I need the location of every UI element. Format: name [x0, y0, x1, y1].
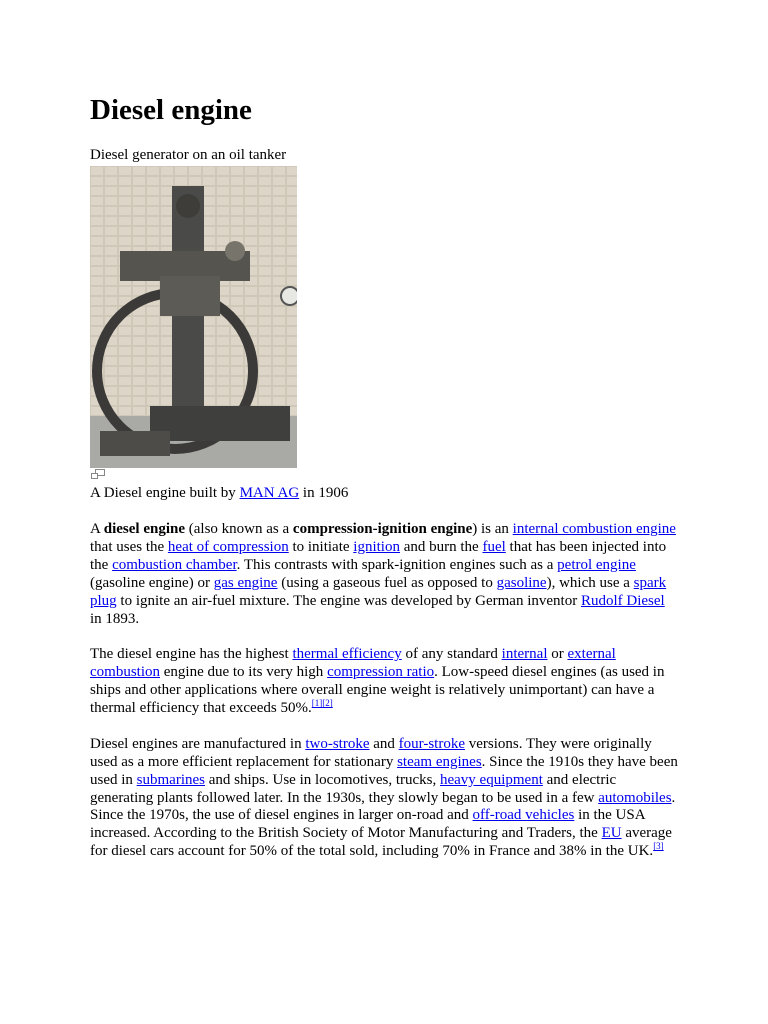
text: (gasoline engine) or: [90, 574, 214, 591]
text: (also known as a: [185, 521, 293, 537]
link-rudolf-diesel[interactable]: Rudolf Diesel: [580, 592, 665, 609]
text: in 1893.: [90, 610, 140, 627]
link-compression-ratio[interactable]: compression ratio: [327, 664, 435, 681]
link-man-ag[interactable]: MAN AG: [239, 485, 300, 501]
link-steam-engines[interactable]: steam engines: [397, 753, 482, 770]
paragraph-2: [90, 646, 680, 718]
link-thermal-efficiency[interactable]: thermal efficiency: [292, 646, 402, 663]
link-internal[interactable]: internal: [501, 646, 548, 663]
text: and ships. Use in locomotives, trucks,: [205, 771, 440, 788]
citation: [312, 698, 323, 708]
citation-link[interactable]: [3]: [653, 841, 664, 852]
diesel-engine-photo: [90, 166, 297, 468]
text: ) is an: [472, 521, 513, 537]
text: average for diesel cars account for 50% of the total sold, including 70% in France and 38% in the UK.: [90, 825, 672, 860]
text: and: [369, 735, 399, 752]
link-heavy-equipment[interactable]: heavy equipment: [439, 771, 543, 788]
text: engine due to its very high: [160, 664, 328, 681]
text: and burn the: [399, 538, 483, 555]
link-gasoline[interactable]: gasoline: [496, 574, 547, 591]
text: (using a gaseous fuel as opposed to: [277, 574, 497, 591]
link-two-stroke[interactable]: two-stroke: [305, 735, 370, 752]
bold-term: compression-ignition engine: [292, 521, 473, 537]
text: . This contrasts with spark-ignition engines such as a: [236, 556, 558, 573]
text: . Low-speed diesel engines (as used in ships and other applications where overall engine weight is relatively unimportant) can have a thermal efficiency that exceeds 50%.: [90, 664, 665, 717]
text: and electric generating plants followed later. In the 1930s, they slowly began to be used in a few: [90, 771, 617, 806]
text: to initiate: [288, 538, 354, 555]
paragraph-3: [90, 736, 680, 861]
broken-image-icon: [91, 469, 105, 479]
article-body: [90, 521, 680, 879]
link-submarines[interactable]: submarines: [136, 771, 205, 788]
text: of any standard: [401, 646, 502, 663]
citation-link[interactable]: [1]: [311, 698, 323, 709]
link-fuel[interactable]: fuel: [482, 538, 506, 555]
citation-link[interactable]: [2]: [322, 698, 333, 709]
link-automobiles[interactable]: automobiles: [598, 789, 672, 806]
citation: [653, 841, 664, 851]
link-internal-combustion-engine[interactable]: internal combustion engine: [512, 521, 676, 537]
paragraph-1: [90, 521, 680, 628]
link-spark-plug[interactable]: spark plug: [90, 574, 667, 609]
image-caption-top: Diesel generator on an oil tanker: [90, 147, 287, 163]
citation: [322, 698, 333, 708]
text: A: [90, 521, 104, 537]
text: The diesel engine has the highest: [90, 646, 293, 663]
link-gas-engine[interactable]: gas engine: [213, 574, 278, 591]
link-petrol-engine[interactable]: petrol engine: [557, 556, 636, 573]
image-caption-bottom: [90, 485, 348, 502]
text: versions. They were originally used as a more efficient replacement for stationary: [90, 735, 652, 770]
link-external-combustion[interactable]: external combustion: [90, 646, 616, 681]
link-ignition[interactable]: ignition: [353, 538, 400, 555]
page-title: Diesel engine: [90, 94, 252, 126]
bold-term: diesel engine: [103, 521, 186, 537]
link-heat-of-compression[interactable]: heat of compression: [167, 538, 289, 555]
caption-text: in 1906: [299, 485, 349, 501]
link-eu[interactable]: EU: [601, 825, 622, 842]
text: Diesel engines are manufactured in: [90, 735, 306, 752]
text: that uses the: [90, 538, 168, 555]
text: ), which use a: [546, 574, 634, 591]
link-four-stroke[interactable]: four-stroke: [398, 735, 465, 752]
text: . Since the 1970s, the use of diesel engines in larger on-road and: [90, 789, 676, 824]
text: . Since the 1910s they have been used in: [90, 753, 678, 788]
text: in the USA increased. According to the British Society of Motor Manufacturing and Traders, the: [90, 807, 645, 842]
text: that has been injected into the: [90, 538, 667, 573]
text: or: [547, 646, 568, 663]
caption-text: A Diesel engine built by: [90, 485, 240, 501]
link-off-road-vehicles[interactable]: off-road vehicles: [472, 807, 575, 824]
text: to ignite an air-fuel mixture. The engine was developed by German inventor: [116, 592, 581, 609]
link-combustion-chamber[interactable]: combustion chamber: [112, 556, 237, 573]
